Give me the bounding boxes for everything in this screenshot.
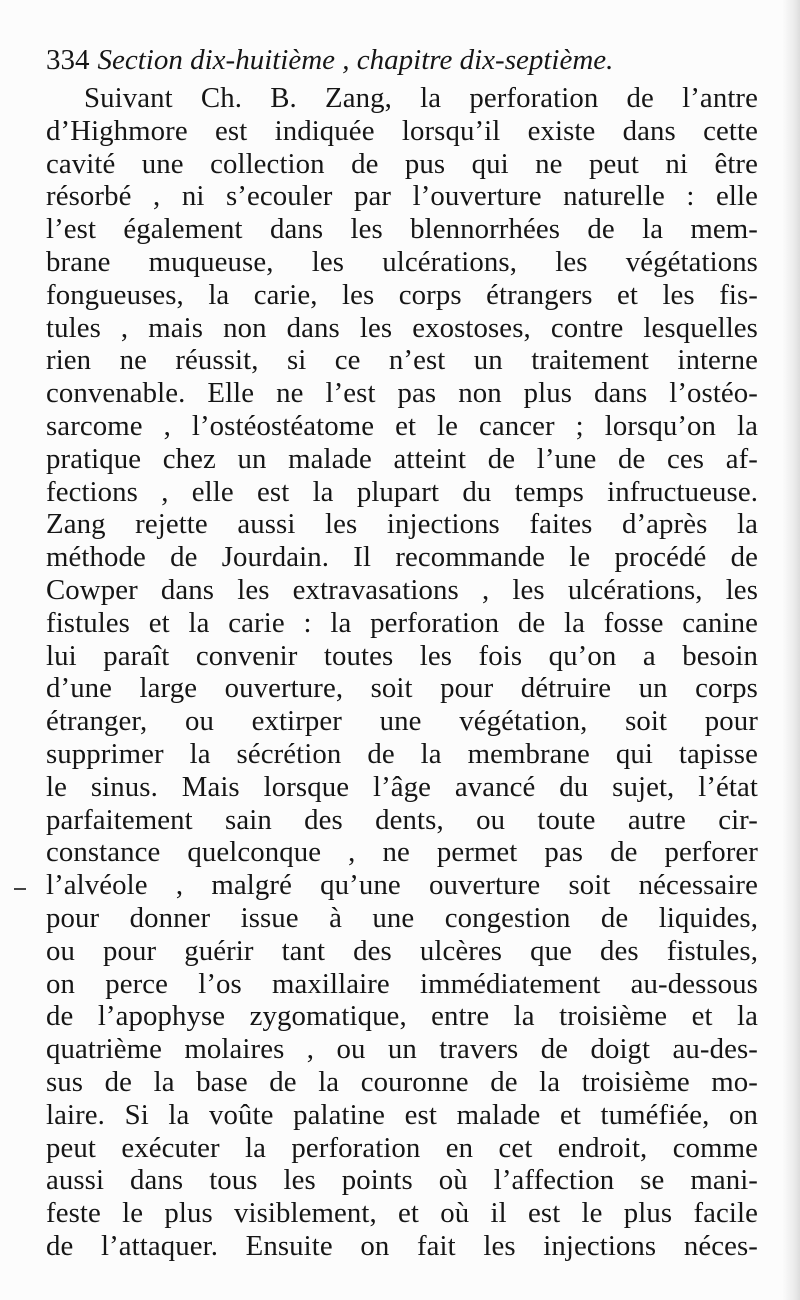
text-line: pour donner issue à une congestion de liquides, bbox=[46, 901, 758, 934]
text-line: méthode de Jourdain. Il recommande le procédé de bbox=[46, 541, 758, 574]
text-line: on perce l’os maxillaire immédiatement au-dessous bbox=[46, 967, 758, 1000]
text-line: parfaitement sain des dents, ou toute autre cir- bbox=[46, 803, 758, 836]
text-line: feste le plus visiblement, et où il est le plus facile bbox=[46, 1197, 758, 1230]
body-paragraph bbox=[46, 82, 758, 1263]
text-line: constance quelconque , ne permet pas de perforer bbox=[46, 836, 758, 869]
text-line: ou pour guérir tant des ulcères que des fistules, bbox=[46, 934, 758, 967]
text-line: d’une large ouverture, soit pour détruire un corps bbox=[46, 672, 758, 705]
running-title: Section dix-huitième , chapitre dix-septième. bbox=[97, 44, 614, 76]
text-line: de l’attaquer. Ensuite on fait les injections néces- bbox=[46, 1229, 758, 1262]
text-line: fections , elle est la plupart du temps infructueuse. bbox=[46, 475, 758, 508]
text-line: l’est également dans les blennorrhées de la mem- bbox=[46, 213, 758, 246]
text-line: aussi dans tous les points où l’affection se mani- bbox=[46, 1164, 758, 1197]
text-line: brane muqueuse, les ulcérations, les végétations bbox=[46, 245, 758, 278]
text-line: cavité une collection de pus qui ne peut ni être bbox=[46, 147, 758, 180]
page-fold-shadow bbox=[782, 0, 800, 1300]
text-line: de l’apophyse zygomatique, entre la troisième et la bbox=[46, 1000, 758, 1033]
page-number: 334 bbox=[46, 44, 90, 76]
text-line: Zang rejette aussi les injections faites d’après la bbox=[46, 508, 758, 541]
text-line: d’Highmore est indiquée lorsqu’il existe dans cette bbox=[46, 114, 758, 147]
text-line: l’alvéole , malgré qu’une ouverture soit nécessaire bbox=[46, 869, 758, 902]
text-line: pratique chez un malade atteint de l’une de ces af- bbox=[46, 442, 758, 475]
text-line: résorbé , ni s’ecouler par l’ouverture naturelle : elle bbox=[46, 180, 758, 213]
text-line: le sinus. Mais lorsque l’âge avancé du sujet, l’état bbox=[46, 770, 758, 803]
text-line: Suivant Ch. B. Zang, la perforation de l’antre bbox=[84, 82, 758, 114]
text-line: peut exécuter la perforation en cet endroit, comme bbox=[46, 1131, 758, 1164]
text-line: convenable. Elle ne l’est pas non plus dans l’ostéo- bbox=[46, 377, 758, 410]
text-line: tules , mais non dans les exostoses, contre lesquelles bbox=[46, 311, 758, 344]
text-line: étranger, ou extirper une végétation, soit pour bbox=[46, 705, 758, 738]
text-line: rien ne réussit, si ce n’est un traitement interne bbox=[46, 344, 758, 377]
text-line: fongueuses, la carie, les corps étrangers et les fis- bbox=[46, 278, 758, 311]
text-line: supprimer la sécrétion de la membrane qui tapisse bbox=[46, 737, 758, 770]
text-line: quatrième molaires , ou un travers de doigt au-des- bbox=[46, 1033, 758, 1066]
text-line: laire. Si la voûte palatine est malade et tuméfiée, on bbox=[46, 1098, 758, 1131]
text-line: Cowper dans les extravasations , les ulcérations, les bbox=[46, 573, 758, 606]
text-line: lui paraît convenir toutes les fois qu’on a besoin bbox=[46, 639, 758, 672]
margin-mark bbox=[14, 888, 26, 890]
running-head bbox=[46, 40, 766, 80]
text-line: sarcome , l’ostéostéatome et le cancer ; lorsqu’on la bbox=[46, 409, 758, 442]
text-line: sus de la base de la couronne de la troisième mo- bbox=[46, 1065, 758, 1098]
text-line: fistules et la carie : la perforation de la fosse canine bbox=[46, 606, 758, 639]
